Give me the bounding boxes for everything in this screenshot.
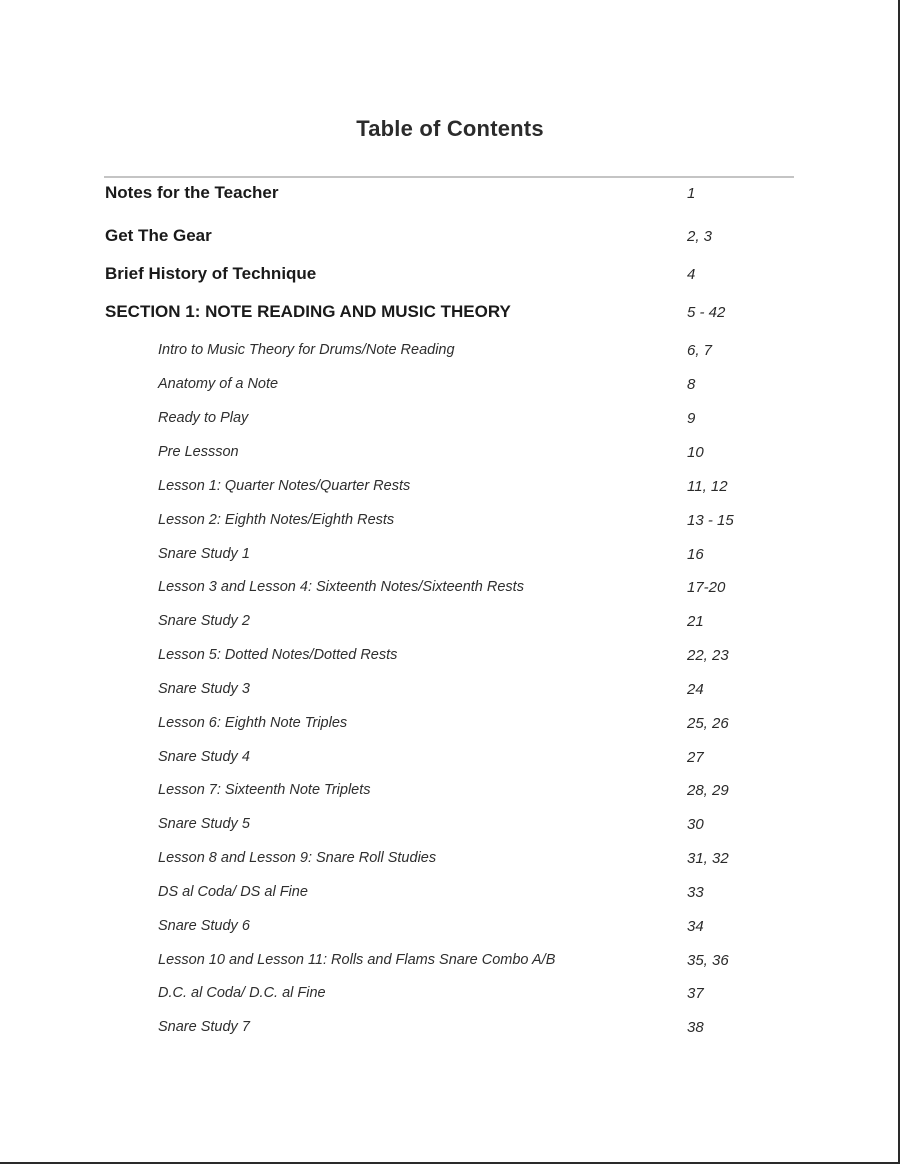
toc-entry-label: Intro to Music Theory for Drums/Note Reading — [158, 342, 455, 358]
toc-entry — [0, 410, 900, 434]
toc-entry — [0, 579, 900, 603]
toc-entry — [0, 376, 900, 400]
toc-entry-pages: 9 — [687, 410, 696, 427]
toc-entry-pages: 33 — [687, 884, 704, 901]
toc-entry-label: D.C. al Coda/ D.C. al Fine — [158, 985, 326, 1001]
toc-entry — [0, 647, 900, 671]
toc-entry-label: Ready to Play — [158, 410, 249, 426]
toc-entry-pages: 28, 29 — [687, 782, 729, 799]
toc-entry-pages: 30 — [687, 816, 704, 833]
toc-entry-pages: 10 — [687, 444, 704, 461]
toc-entry — [0, 478, 900, 502]
toc-entry — [0, 444, 900, 468]
toc-entry-label: Lesson 6: Eighth Note Triples — [158, 715, 348, 731]
toc-entry-pages: 4 — [687, 266, 696, 283]
toc-entry-label: Snare Study 2 — [158, 613, 250, 629]
toc-entry-pages: 25, 26 — [687, 715, 729, 732]
toc-entry-label: Snare Study 3 — [158, 681, 250, 697]
toc-entry — [0, 681, 900, 705]
toc-entry-label: Brief History of Technique — [105, 264, 317, 283]
toc-entry-pages: 37 — [687, 985, 704, 1002]
toc-entry — [0, 918, 900, 942]
toc-entry — [0, 952, 900, 976]
toc-entry-pages: 2, 3 — [687, 228, 713, 245]
toc-entry-label: DS al Coda/ DS al Fine — [158, 884, 308, 900]
toc-entry — [0, 884, 900, 908]
page-title: Table of Contents — [356, 116, 544, 141]
toc-entry-pages: 22, 23 — [687, 647, 729, 664]
toc-entry-pages: 38 — [687, 1019, 704, 1036]
toc-entry — [0, 512, 900, 536]
toc-entry-pages: 21 — [687, 613, 704, 630]
toc-entry-pages: 8 — [687, 376, 696, 393]
toc-entry-label: Lesson 7: Sixteenth Note Triplets — [158, 782, 371, 798]
toc-entry-label: Lesson 1: Quarter Notes/Quarter Rests — [158, 478, 411, 494]
toc-entry — [0, 749, 900, 773]
toc-entry — [0, 264, 900, 288]
toc-entry — [0, 850, 900, 874]
toc-entry — [0, 782, 900, 806]
toc-entry-pages: 31, 32 — [687, 850, 729, 867]
toc-entry — [0, 816, 900, 840]
toc-entry-pages: 1 — [687, 185, 696, 202]
toc-entry — [0, 715, 900, 739]
toc-entry-label: Lesson 10 and Lesson 11: Rolls and Flams Snare Combo A/B — [158, 952, 556, 968]
toc-entry-pages: 6, 7 — [687, 342, 713, 359]
toc-entry-pages: 35, 36 — [687, 952, 729, 969]
toc-entry-pages: 5 - 42 — [687, 304, 726, 321]
toc-entry-pages: 17-20 — [687, 579, 726, 596]
toc-entry-label: Lesson 3 and Lesson 4: Sixteenth Notes/Sixteenth Rests — [158, 579, 524, 595]
toc-entry — [0, 985, 900, 1009]
toc-entry-label: Snare Study 5 — [158, 816, 250, 832]
toc-entry-label: Lesson 5: Dotted Notes/Dotted Rests — [158, 647, 398, 663]
toc-entry-pages: 13 - 15 — [687, 512, 734, 529]
toc-entry-label: Snare Study 4 — [158, 749, 250, 765]
toc-entry — [0, 1019, 900, 1043]
toc-entry-label: Pre Lessson — [158, 444, 239, 460]
toc-entry — [0, 183, 900, 207]
toc-entry-pages: 11, 12 — [687, 478, 728, 495]
toc-entry-pages: 16 — [687, 546, 704, 563]
toc-entry-label: Anatomy of a Note — [158, 376, 279, 392]
toc-entry-label: Lesson 2: Eighth Notes/Eighth Rests — [158, 512, 395, 528]
toc-entry — [0, 342, 900, 366]
toc-entry — [0, 546, 900, 570]
toc-entry-label: Snare Study 6 — [158, 918, 250, 934]
toc-entry-pages: 27 — [687, 749, 704, 766]
toc-entry-pages: 34 — [687, 918, 704, 935]
toc-entry-label: Snare Study 1 — [158, 546, 250, 562]
toc-entry — [0, 302, 900, 326]
title-divider — [104, 176, 794, 178]
toc-entry — [0, 226, 900, 250]
toc-entry-label: SECTION 1: NOTE READING AND MUSIC THEORY — [105, 302, 511, 321]
toc-entry-label: Notes for the Teacher — [105, 183, 279, 202]
toc-entry — [0, 613, 900, 637]
toc-entry-label: Get The Gear — [105, 226, 212, 245]
toc-entry-label: Snare Study 7 — [158, 1019, 250, 1035]
toc-entry-pages: 24 — [687, 681, 704, 698]
toc-entry-label: Lesson 8 and Lesson 9: Snare Roll Studies — [158, 850, 437, 866]
